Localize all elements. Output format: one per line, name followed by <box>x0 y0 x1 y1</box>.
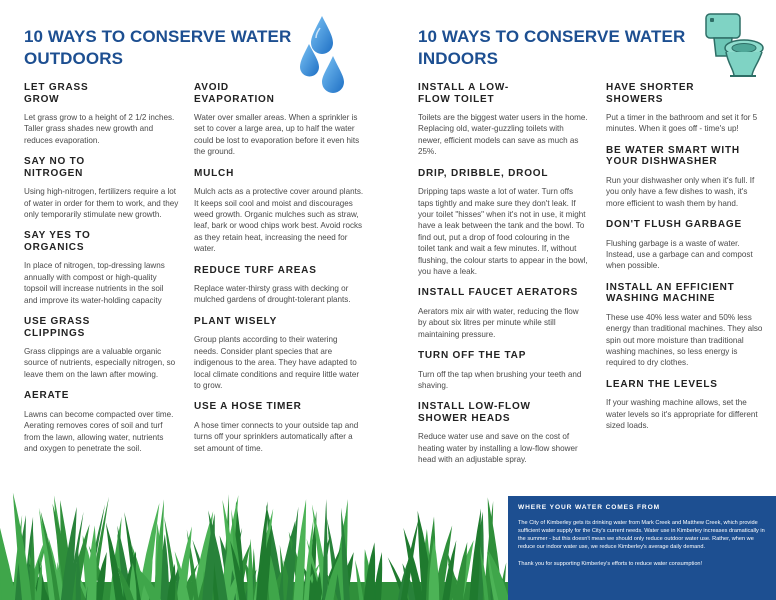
tip-body: Flushing garbage is a waste of water. Instead, use a garbage can and compost when possible. <box>606 238 753 271</box>
tip-body: Lawns can become compacted over time. Aerating removes cores of soil and turf from the lawn, allowing water, nutrients and oxygen to penetrate the soil. <box>24 409 174 453</box>
tip-avoid-evaporation <box>194 82 364 158</box>
indoors-column-1 <box>418 82 588 476</box>
tip-reduce-turf-areas <box>194 265 364 306</box>
tip-mulch <box>194 168 364 255</box>
tip-body: Grass clippings are a valuable organic source of nutrients, especially nitrogen, so leave them on the lawn after mowing. <box>24 347 176 379</box>
thank-you-note: Thank you for supporting Kimberley's efforts to reduce water consumption! <box>518 561 703 567</box>
tip-title: INSTALL FAUCET AERATORS <box>418 287 579 299</box>
tip-title: BE WATER SMART WITH YOUR DISHWASHER <box>606 144 740 168</box>
tip-let-grass-grow <box>24 82 179 146</box>
grass-illustration <box>0 490 510 600</box>
tip-body: Put a timer in the bathroom and set it for 5 minutes. When it goes off - time's up! <box>606 113 758 134</box>
tip-body: If your washing machine allows, set the water levels so it's appropriate for different sized loads. <box>606 398 758 431</box>
outdoors-heading: 10 WAYS TO CONSERVE WATER OUTDOORS <box>24 27 292 68</box>
tip-body: Turn off the tap when brushing your teeth and shaving. <box>418 369 582 390</box>
tip-body: Aerators mix air with water, reducing the flow by about six litres per minute while still maintaining pressure. <box>418 306 579 339</box>
tip-dont-flush-garbage <box>606 219 768 272</box>
tip-dishwasher <box>606 145 768 209</box>
tip-body: These use 40% less water and 50% less energy than traditional machines. They also spin out more moisture than traditional washing machines, so less energy is required to dry clothes. <box>606 312 763 368</box>
water-source-body: The City of Kimberley gets its drinking water from Mark Creek and Matthew Creek, which provide sufficient water supply for the City's current needs. Water use in Kimberley increases dramatically in the summer - but this doesn't mean we should only reduce outdoor water use. Rather, when we reduce our indoor water use, we reduce Kimberley's average daily demand. <box>518 520 765 550</box>
indoors-heading: 10 WAYS TO CONSERVE WATER INDOORS <box>418 27 686 68</box>
tip-title: REDUCE TURF AREAS <box>194 264 317 276</box>
tip-title: SAY YES TO ORGANICS <box>24 230 91 253</box>
tip-body: Mulch acts as a protective cover around plants. It keeps soil cool and moist and discourages weed growth. Organic mulches such as straw, leaf, bark or wood chips work best. Avoid rocks as they retain heat, increasing the need for water. <box>194 187 364 254</box>
tip-title: USE A HOSE TIMER <box>194 401 302 413</box>
tip-say-no-to-nitrogen <box>24 156 179 220</box>
tip-title: INSTALL A LOW-FLOW TOILET <box>418 82 509 105</box>
tip-use-a-hose-timer <box>194 401 364 454</box>
tip-title: SAY NO TO NITROGEN <box>24 156 85 179</box>
tip-title: DRIP, DRIBBLE, DROOL <box>418 167 549 179</box>
tip-title: HAVE SHORTER SHOWERS <box>606 82 695 105</box>
tip-body: Toilets are the biggest water users in the home. Replacing old, water-guzzling toilets with newer, efficient models can save as much as 25%. <box>418 113 588 157</box>
outdoors-column-2 <box>194 82 364 464</box>
tip-aerate <box>24 390 179 454</box>
tip-title: PLANT WISELY <box>194 315 278 327</box>
tip-low-flow-shower-heads <box>418 401 588 465</box>
water-source-box <box>508 496 776 600</box>
tip-shorter-showers <box>606 82 768 135</box>
tip-body: Let grass grow to a height of 2 1/2 inches. Taller grass shades new growth and reduces evaporation. <box>24 113 175 145</box>
tip-title: DON'T FLUSH GARBAGE <box>606 219 742 231</box>
tip-turn-off-the-tap <box>418 350 588 391</box>
tip-body: Water over smaller areas. When a sprinkler is set to cover a large area, up to half the water could be lost to evaporation before it even hits the ground. <box>194 113 360 157</box>
tip-title: MULCH <box>194 167 235 179</box>
tip-body: Replace water-thirsty grass with decking or mulched gardens of drought-tolerant plants. <box>194 284 351 305</box>
tip-title: INSTALL LOW-FLOW SHOWER HEADS <box>418 401 531 424</box>
tip-drip-dribble-drool <box>418 168 588 278</box>
tip-body: In place of nitrogen, top-dressing lawns annually with compost or high-quality topsoil will increase nutrients in the soil and improve its water-holding capacity <box>24 261 165 305</box>
tip-body: Group plants according to their watering needs. Consider plant species that are indigenous to the area. They have adapted to local climate conditions and require little water to grow. <box>194 335 360 390</box>
tip-low-flow-toilet <box>418 82 588 158</box>
tip-use-grass-clippings <box>24 316 179 380</box>
tip-body: A hose timer connects to your outside tap and turns off your sprinklers automatically after a set amount of time. <box>194 420 359 453</box>
tip-title: LEARN THE LEVELS <box>606 378 718 390</box>
tip-title: LET GRASS GROW <box>24 82 89 105</box>
tip-plant-wisely <box>194 316 364 392</box>
tip-learn-the-levels <box>606 379 768 432</box>
tip-title: TURN OFF THE TAP <box>418 350 527 362</box>
indoors-column-2 <box>606 82 768 442</box>
tip-faucet-aerators <box>418 287 588 340</box>
tip-title: INSTALL AN EFFICIENT WASHING MACHINE <box>606 281 735 305</box>
toilet-icon <box>700 10 766 80</box>
tip-title: AVOID EVAPORATION <box>194 82 275 105</box>
tip-say-yes-to-organics <box>24 230 179 306</box>
tip-title: AERATE <box>24 390 70 402</box>
tip-washing-machine <box>606 282 768 369</box>
tip-body: Using high-nitrogen, fertilizers require a lot of water in order for them to work, and they only temporarily stimulate new growth. <box>24 187 179 220</box>
tip-title: USE GRASS CLIPPINGS <box>24 316 91 339</box>
water-source-title: WHERE YOUR WATER COMES FROM <box>518 504 661 511</box>
tip-body: Dripping taps waste a lot of water. Turn offs taps tightly and make sure they don't leak. If your toilet "hisses" when it's not in use, it might have a leak between the tank and the bowl. To find out, put a drop of food colouring in the toilet tank and wait a few minutes. If, without flushing, the colour starts to appear in the bowl, you have a leak. <box>418 187 588 276</box>
outdoors-column-1 <box>24 82 179 464</box>
tip-body: Reduce water use and save on the cost of heating water by installing a low-flow shower head with an adjustable spray. <box>418 432 578 465</box>
tip-body: Run your dishwasher only when it's full. If you only have a few dishes to wash, it's more efficient to wash them by hand. <box>606 175 755 208</box>
